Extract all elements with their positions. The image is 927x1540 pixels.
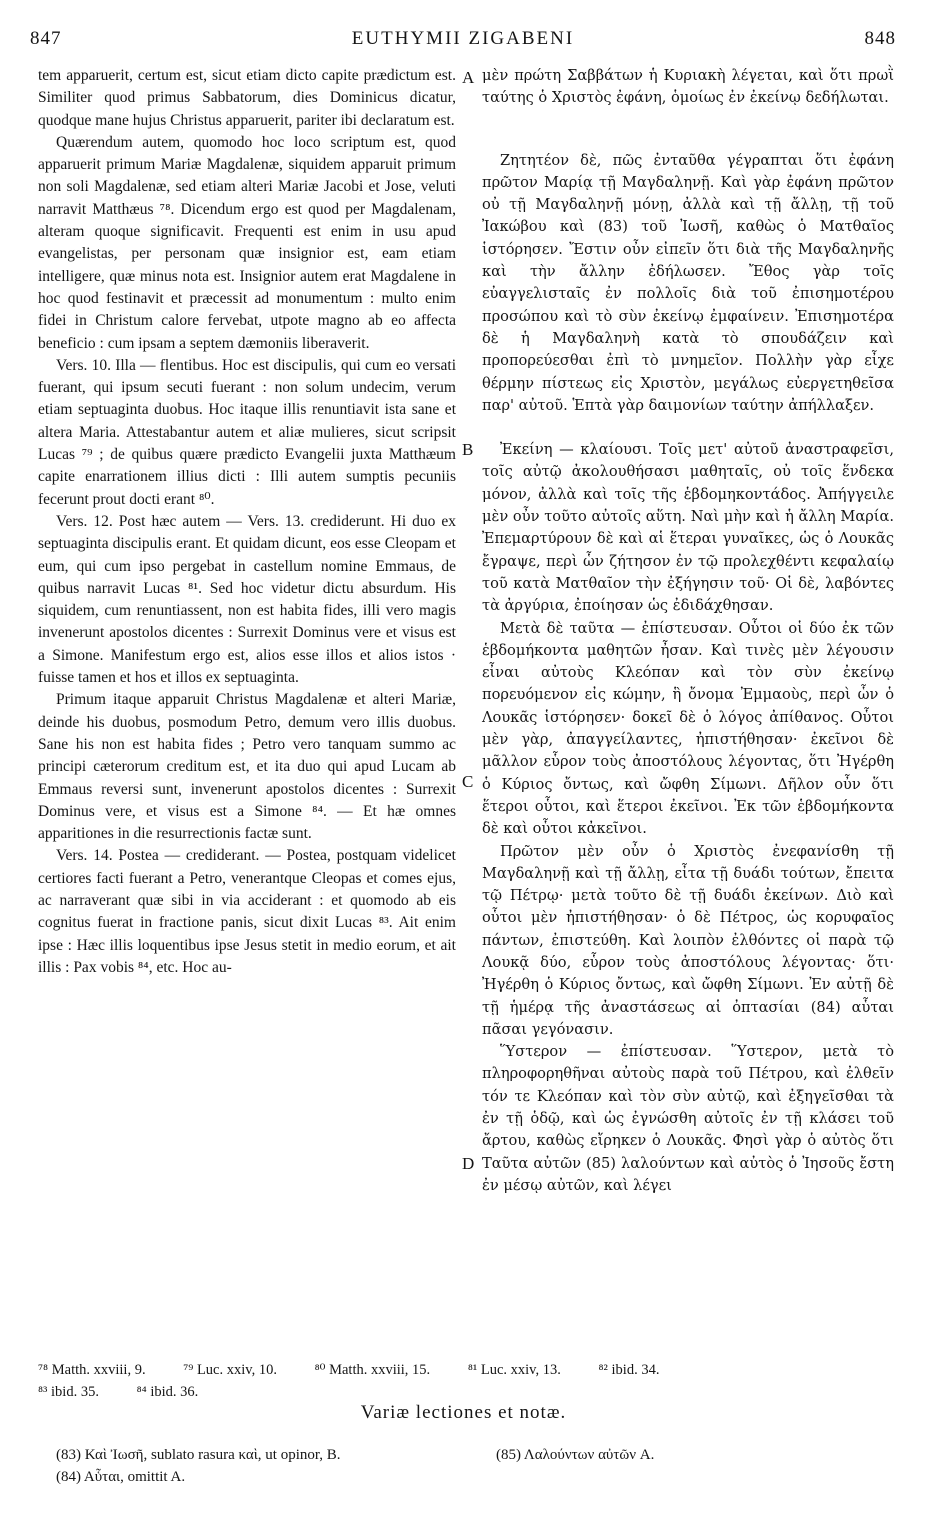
page-number-left: 847	[30, 28, 62, 49]
greek-paragraph: Ὕστερον — ἐπίστευσαν. Ὕστερον, μετὰ τὸ πληροφορηθῆναι αὐτοὺς παρὰ τοῦ Πέτρου, καὶ ἐλθεῖν τόν τε Κλεόπαν καὶ τὸν σὺν αὐτῷ, καὶ ἐξηγεῖσθαι τὰ ἐν τῇ ὁδῷ, καὶ ὡς ἐγνώσθη αὐτοῖς ἐν τῇ κλάσει τοῦ ἄρτου, καθὼς εἴρηκεν ὁ Λουκᾶς. Φησὶ γὰρ ὁ αὐτὸς ὅτι Ταῦτα αὐτῶν (85) λαλούντων καὶ αὐτὸς ὁ Ἰησοῦς ἔστη ἐν μέσῳ αὐτῶν, καὶ λέγει	[482, 1043, 894, 1194]
footnote: ⁸⁰ Matth. xxviii, 15.	[314, 1362, 431, 1378]
footnote: ⁸³ ibid. 35.	[38, 1384, 99, 1400]
latin-paragraph: Vers. 10. Illa — flentibus. Hoc est discipulis, qui cum eo versati fuerant, qui ipsum secuti fuerant : non solum undecim, verum etiam septuaginta duobus. Hoc itaque illis renuntiavit ista sane et altera Maria. Attestabantur autem et aliæ mulieres, sicut scripsit Lucas ⁷⁹ ; de quibus quære prædicto Evangelii juxta Matthæum capite enarrationem illius dicti : Illi autem sumptis pecuniis fecerunt prout docti erant ⁸⁰.	[38, 356, 456, 508]
latin-paragraph: Vers. 12. Post hæc autem — Vers. 13. crediderunt. Hi duo ex septuaginta discipulis erant. Et quidam dicunt, eos esse Cleopam et eum, qui cum ipso pergebat in castellum nomine Emmaus, de quibus narravit Lucas ⁸¹. Sed hoc videtur dictu absurdum. His siquidem, cum renuntiassent, non est habita fides, illi vero magis invenerunt apostolos dicentes : Surrexit Dominus vere et visus est a Simone. Manifestum ergo est, alios esse illos et alios istos · fuisse tamen et hos et illos ex septuaginta.	[38, 512, 456, 687]
section-marker-c: C	[462, 772, 474, 791]
latin-paragraph: Primum itaque apparuit Christus Magdalenæ et alteri Mariæ, deinde his duobus, posmodum Petro, demum vero illis duobus. Sane his non est habita fides ; Petro vero tanquam summo ac principi cæterorum creditum est, et ita duo qui apud Lucam ab Emmaus reversi sunt, invenerunt apostolos dicentes : Surrexit Dominus vere, et visus est a Simone ⁸⁴. — Et hæ omnes apparitiones in die resurrectionis factæ sunt.	[38, 691, 456, 843]
greek-column	[482, 65, 894, 1197]
section-marker-b: B	[462, 440, 474, 459]
footnote-row	[38, 1381, 898, 1403]
footnote: ⁸¹ Luc. xxiv, 13.	[467, 1362, 561, 1378]
footnote: ⁷⁹ Luc. xxiv, 10.	[183, 1362, 277, 1378]
section-marker-d: D	[462, 1154, 475, 1173]
footnote: ⁸⁴ ibid. 36.	[136, 1384, 199, 1400]
footnotes	[38, 1359, 898, 1403]
variant-readings-right	[496, 1444, 896, 1466]
footnote: ⁷⁸ Matth. xxviii, 9.	[38, 1362, 146, 1378]
latin-paragraph: Quærendum autem, quomodo hoc loco scriptum est, quod apparuerit primum Mariæ Magdalenæ, siquidem apparuit primum non soli Magdalenæ, sed etiam alteri Mariæ Jacobi et Jose, veluti narravit Matthæus ⁷⁸. Dicendum ergo est quod per Magdalenam, alteram quoque significavit. Frequenti est enim in usu apud evangelistas, per personam quæ insignior est, eam etiam intelligere, quæ minus nota est. Insignior autem erat Magdalene in hoc quod festinavit et præcessit ad monumentum : multo enim fidei in Christum calore fervebat, utpote magno ab eo affecta beneficio : cum ipsam a septem dæmoniis liberaverit.	[38, 133, 456, 352]
footnote: ⁸² ibid. 34.	[598, 1362, 660, 1378]
greek-paragraph: μὲν πρώτη Σαββάτων ἡ Κυριακὴ λέγεται, καὶ ὅτι πρωῒ ταύτης ὁ Χριστὸς ἐφάνη, ὁμοίως ἐν ἐκείνῳ δεδήλωται.	[482, 67, 894, 107]
running-title: EUTHYMII ZIGABENI	[351, 28, 575, 49]
page-number-right: 848	[864, 28, 896, 49]
latin-paragraph: tem apparuerit, certum est, sicut etiam dicto capite prædictum est. Similiter quod primus Sabbatorum, dies Dominicus dicatur, quodque mane hujus Christus apparuerit, pariter ibi declaratum est.	[38, 67, 456, 129]
variant-reading: (83) Καὶ Ἰωσῆ, sublato rasura καὶ, ut opinor, B.	[56, 1447, 341, 1463]
page-header	[30, 28, 896, 58]
section-marker-a: A	[462, 68, 475, 87]
variant-reading: (85) Λαλούντων αὐτῶν A.	[496, 1447, 655, 1463]
variant-reading: (84) Αὗται, omittit A.	[56, 1469, 186, 1485]
variant-readings-left	[56, 1444, 476, 1488]
greek-paragraph: Πρῶτον μὲν οὖν ὁ Χριστὸς ἐνεφανίσθη τῇ Μαγδαληνῇ καὶ τῇ ἄλλῃ, εἶτα τῇ δυάδι τούτων, ἔπειτα τῷ Πέτρῳ· μετὰ τοῦτο δὲ τῇ δυάδι ἐκείνων. Διὸ καὶ οὗτοι μὲν ἠπιστήθησαν· ὁ δὲ Πέτρος, ὡς κορυφαῖος πάντων, ἐπιστεύθη. Καὶ λοιπὸν ἐλθόντες οἱ παρὰ τῷ Λουκᾷ δύο, εὗρον τοὺς ἀποστόλους λέγοντας· ὅτι· Ἠγέρθη ὁ Κύριος ὄντως, καὶ ὤφθη Σίμωνι. Ἐν αὐτῇ δὲ τῇ ἡμέρᾳ τῆς ἀναστάσεως αἱ ὀπτασίαι (84) αὗται πᾶσαι γεγόνασιν.	[482, 842, 894, 1038]
greek-paragraph: Ζητητέον δὲ, πῶς ἐνταῦθα γέγραπται ὅτι ἐφάνη πρῶτον Μαρίᾳ τῇ Μαγδαληνῇ. Καὶ γὰρ ἐφάνη πρῶτον οὐ τῇ Μαγδαληνῇ μόνῃ, ἀλλὰ καὶ τῇ ἄλλῃ, τῇ τοῦ Ἰακώβου καὶ (83) τοῦ Ἰωσῆ, καθὼς ὁ Ματθαῖος ἱστόρησεν. Ἔστιν οὖν εἰπεῖν ὅτι διὰ τῆς Μαγδαληνῆς καὶ τὴν ἄλλην ἐδήλωσεν. Ἔθος γὰρ τοῖς εὐαγγελισταῖς ἐν πολλοῖς διὰ τοῦ ἐπισημοτέρου προσώπου καὶ τὸ σὺν ἐκείνῳ ἐμφαίνειν. Ἐπισημοτέρα δὲ ἡ Μαγδαληνὴ κατὰ τὸ σπουδάζειν καὶ προπορεύεσθαι ἐπὶ τὸ μνημεῖον. Πολλὴν γὰρ εἶχε θέρμην πίστεως εἰς Χριστὸν, μεγάλως εὐεργετηθεῖσα παρ' αὐτοῦ. Ἑπτὰ γὰρ δαιμονίων ταύτην ἀπήλλαξεν.	[482, 151, 894, 414]
latin-column	[38, 65, 456, 979]
greek-paragraph: Μετὰ δὲ ταῦτα — ἐπίστευσαν. Οὗτοι οἱ δύο ἐκ τῶν ἑβδομήκοντα μαθητῶν ἦσαν. Καὶ τινὲς μὲν λέγουσιν εἶναι αὐτοὺς Κλεόπαν καὶ τὸν σὺν ἐκείνῳ πορευόμενον εἰς κώμην, ἣ ὄνομα Ἐμμαοὺς, περὶ ὧν ὁ Λουκᾶς ἱστόρησεν· δοκεῖ δὲ ὁ λόγος ἀπίθανος. Οὗτοι μὲν γὰρ, ἀπαγγείλαντες, ἠπιστήθησαν· ἐκεῖνοι δὲ μᾶλλον εὗρον τοὺς ἀποστόλους λέγοντας, ὅτι Ἠγέρθη ὁ Κύριος ὄντως, καὶ ὤφθη Σίμωνι. Δῆλον οὖν ὅτι ἕτεροι οὗτοι, καὶ ἕτεροι ἐκεῖνοι. Ἐκ τῶν ἑβδομήκοντα δὲ καὶ οὗτοι κἀκεῖνοι.	[482, 619, 894, 838]
footnote-row	[38, 1359, 898, 1381]
greek-paragraph: Ἐκείνη — κλαίουσι. Τοῖς μετ' αὐτοῦ ἀναστραφεῖσι, τοῖς αὐτῷ ἀκολουθήσασι μαθηταῖς, οὐ τοῖς ἕνδεκα μόνον, ἀλλὰ καὶ τοῖς τῆς ἑβδομηκοντάδος. Ἀπήγγειλε μὲν οὖν τοῦτο αὐτοῖς αὕτη. Ναὶ μὴν καὶ ἡ ἄλλη Μαρία. Ἐπεμαρτύρουν δὲ καὶ αἱ ἕτεραι γυναῖκες, ὡς ὁ Λουκᾶς ἔγραψε, περὶ ὧν ζήτησον ἐν τῷ προλεχθέντι κεφαλαίῳ τοῦ κατὰ Ματθαῖον τὴν ἐξήγησιν τοῦ· Οἱ δὲ, λαβόντες τὰ ἀργύρια, ἐποίησαν ὡς ἐδιδάχθησαν.	[482, 441, 894, 615]
variant-readings-title: Variæ lectiones et notæ.	[360, 1402, 567, 1423]
latin-paragraph: Vers. 14. Postea — crediderant. — Postea, postquam videlicet certiores facti fuerant a Petro, venerantque Cleopas et comes ejus, ac narraverant quæ sibi in via acciderant : et quomodo ab eis cognitus fuerat in fractione panis, sicut dixit Lucas ⁸³. Ait enim ipse : Hæc illis loquentibus ipse Jesus stetit in medio eorum, et ait illis : Pax vobis ⁸⁴, etc. Hoc au-	[38, 847, 456, 976]
